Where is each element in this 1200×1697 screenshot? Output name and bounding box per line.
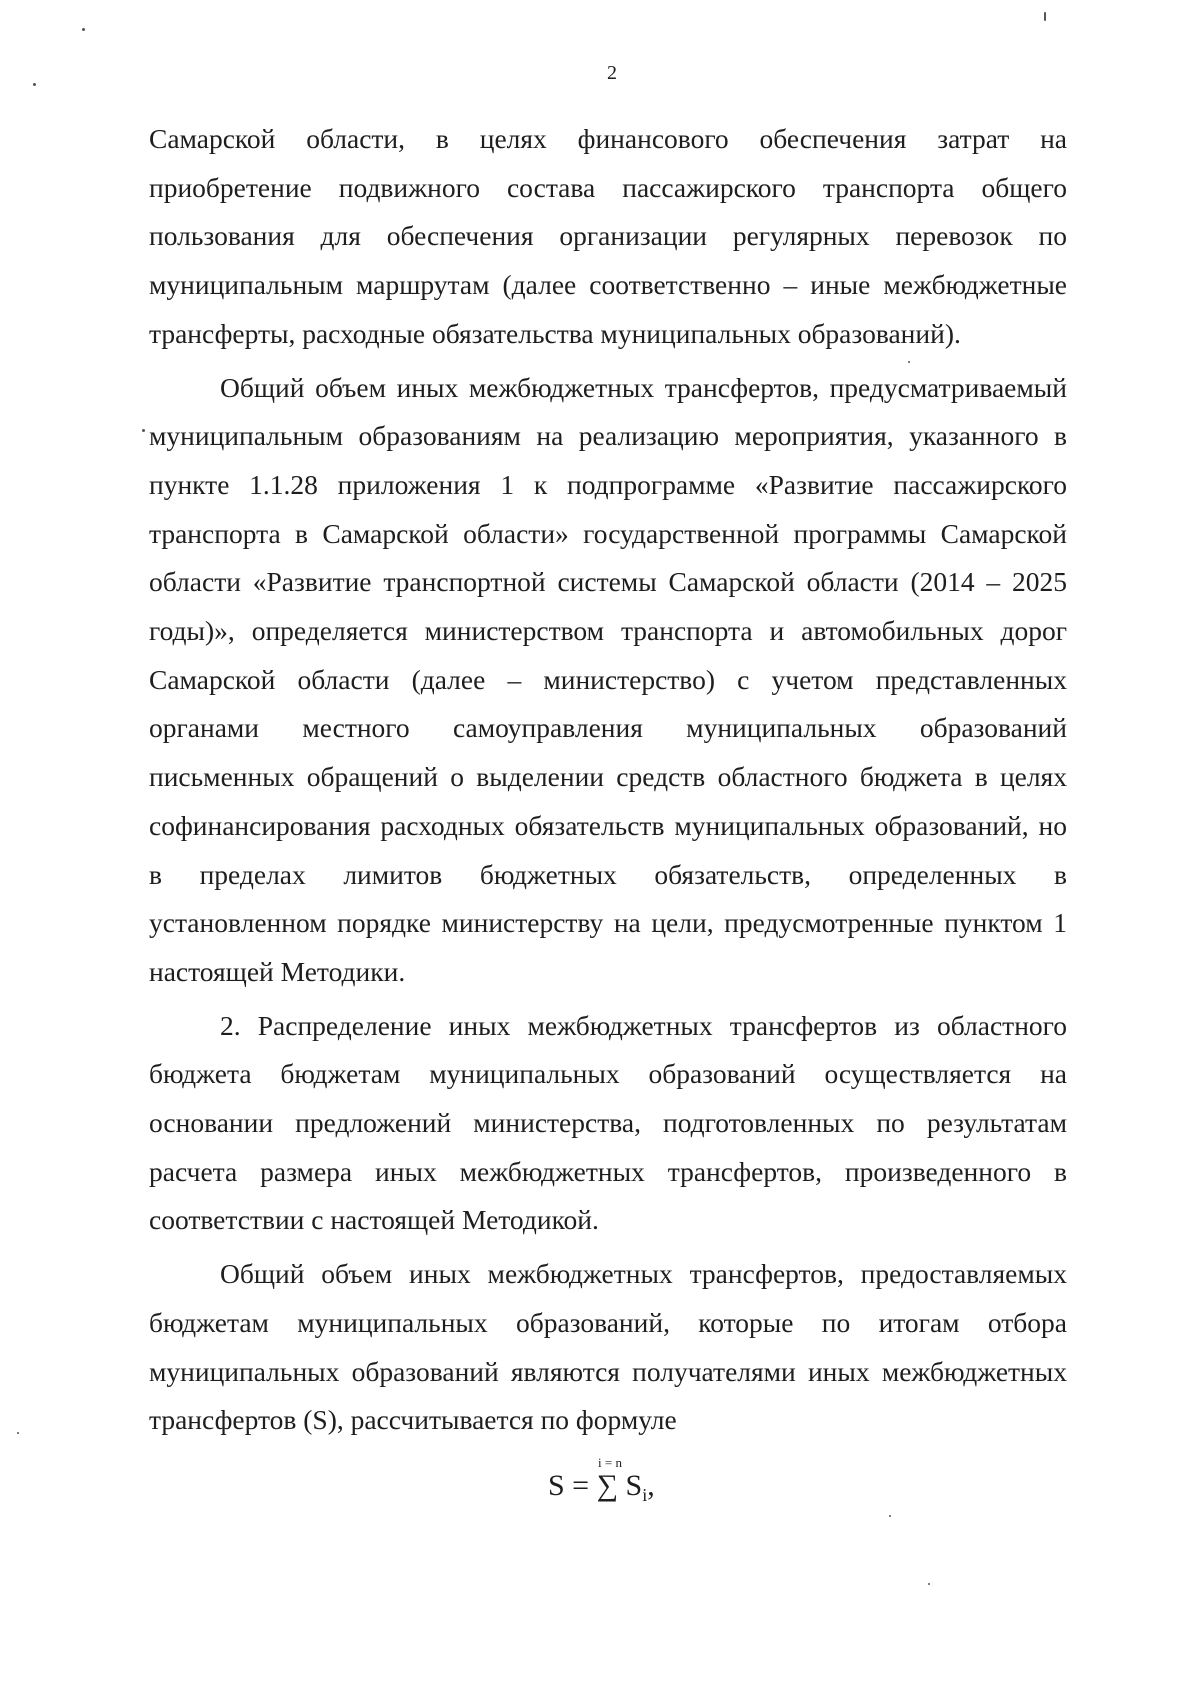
sum-formula — [548, 1455, 668, 1525]
scan-speck — [889, 1515, 891, 1517]
scan-speck — [142, 429, 145, 432]
paragraph-distribution: 2. Распределение иных межбюджетных трансфертов из областного бюджета бюджетам муниципальных образований осуществляется на основании предложений министерства, подготовленных по результатам расчета размера иных межбюджетных трансфертов, произведенного в соответствии с настоящей Методикой. — [149, 1009, 1067, 1236]
scan-speck — [82, 28, 85, 31]
paragraph-total-volume: Общий объем иных межбюджетных трансфертов, предусматриваемый муниципальным образованиям на реализацию мероприятия, указанного в пункте 1.1.28 приложения 1 к подпрограмме «Развитие пассажирского транспорта в Самарской области» государственной программы Самарской области «Развитие транспортной системы Самарской области (2014 – 2025 годы)», определяется министерством транспорта и автомобильных дорог Самарской области (далее – министерство) с учетом представленных органами местного самоуправления муниципальных образований письменных обращений о выделении средств областного бюджета в целях софинансирования расходных обязательств муниципальных образований, но в пределах лимитов бюджетных обязательств, определенных в установленном порядке министерству на цели, предусмотренные пунктом 1 настоящей Методики. — [149, 371, 1067, 987]
scan-speck — [33, 83, 36, 86]
formula-subscript: i — [642, 1485, 648, 1505]
scan-speck — [908, 361, 910, 363]
document-body — [149, 115, 1067, 1450]
scan-speck — [1044, 12, 1046, 21]
formula-main — [548, 1469, 655, 1506]
scan-speck — [17, 1432, 19, 1434]
formula-trailing: , — [647, 1469, 655, 1502]
scan-speck — [928, 1583, 930, 1585]
paragraph-continuation: Самарской области, в целях финансового обеспечения затрат на приобретение подвижного состава пассажирского транспорта общего пользования для обеспечения организации регулярных перевозок по муниципальным маршрутам (далее соответственно – иные межбюджетные трансферты, расходные обязательства муниципальных образований). — [149, 123, 1067, 349]
paragraph-formula-intro: Общий объем иных межбюджетных трансфертов, предоставляемых бюджетам муниципальных образований, которые по итогам отбора муниципальных образований являются получателями иных межбюджетных трансфертов (S), рассчитывается по формуле — [149, 1258, 1067, 1436]
formula-upper-limit: i = n — [598, 1455, 622, 1470]
formula-lhs: S = ∑ S — [548, 1469, 643, 1502]
page-number: 2 — [607, 62, 617, 84]
